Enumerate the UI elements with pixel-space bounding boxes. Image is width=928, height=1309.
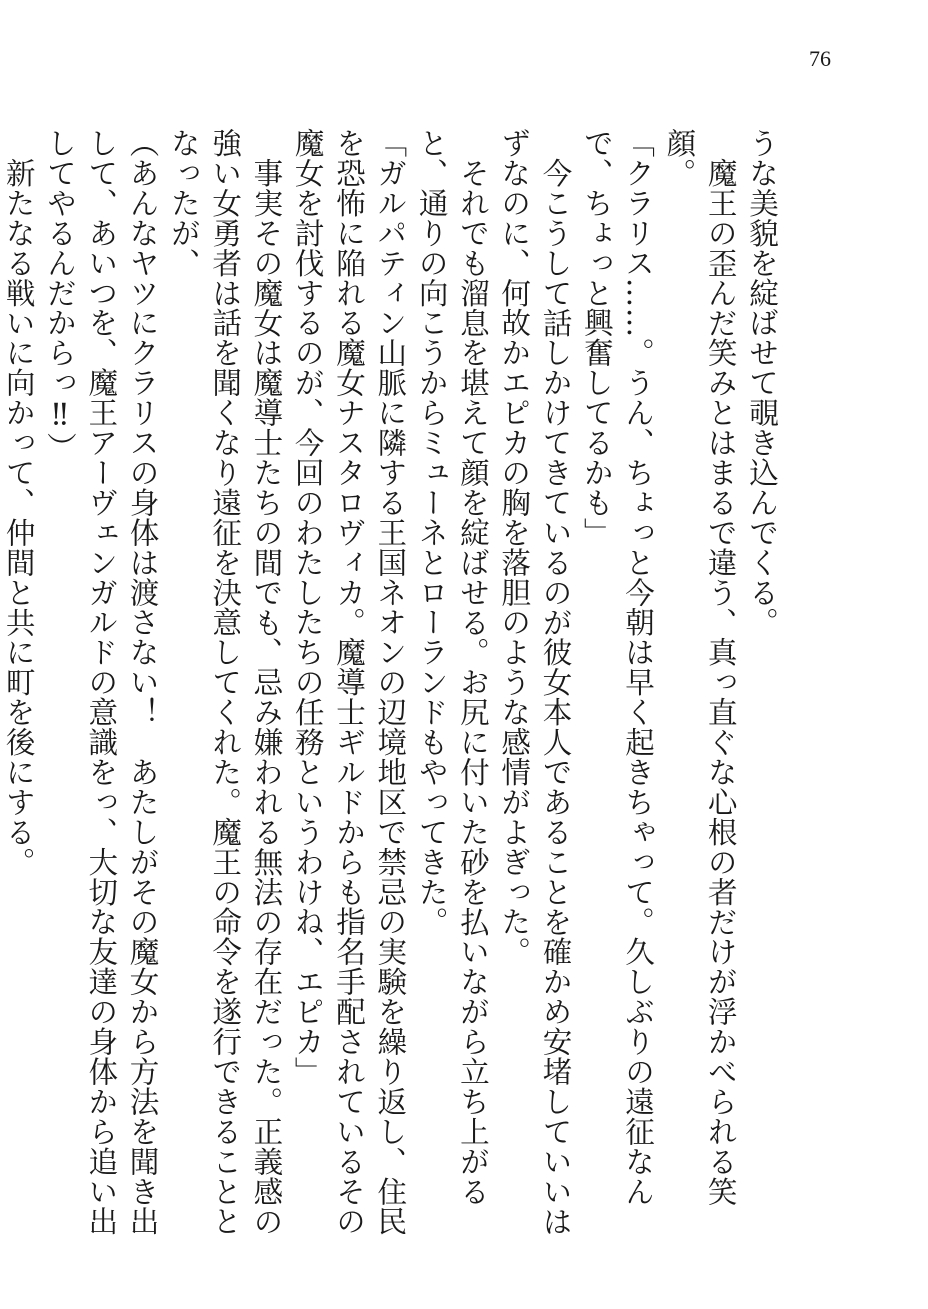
vertical-body-text bbox=[1, 128, 782, 1238]
paragraph-3-dialogue: 「クラリス……。うん、ちょっと今朝は早く起きちゃって。久しぶりの遠征なんで、ちょっと興奮してるかも」 bbox=[579, 128, 656, 1207]
paragraph-7: 事実その魔女は魔導士たちの間でも、忌み嫌われる無法の存在だった。正義感の強い女勇者は話を聞くなり遠征を決意してくれた。魔王の命令を遂行できることとなったが、 bbox=[166, 128, 284, 1237]
paragraph-1: うな美貌を綻ばせて覗き込んでくる。 bbox=[745, 128, 779, 638]
paragraph-8-inner-thought: （あんなヤツにクラリスの身体は渡さない！ あたしがその魔女から方法を聞き出して、あいつを、魔王アーヴェンガルドの意識をっ、大切な友達の身体から追い出してやるんだからっ‼） bbox=[42, 128, 160, 1237]
paragraph-2: 魔王の歪んだ笑みとはまるで違う、真っ直ぐな心根の者だけが浮かべられる笑顔。 bbox=[662, 128, 738, 1206]
paragraph-4: 今こうして話しかけてきているのが彼女本人であることを確かめ安堵していいはずなのに、何故かエピカの胸を落胆のような感情がよぎった。 bbox=[497, 128, 573, 1236]
paragraph-6-dialogue: 「ガルパティン山脈に隣する王国ネオンの辺境地区で禁忌の実験を繰り返し、住民を恐怖に陥れる魔女ナスタロヴィカ。魔導士ギルドからも指名手配されているその魔女を討伐するのが、今回のわたしたちの任務というわけね、エピカ」 bbox=[290, 128, 408, 1237]
paragraph-5: それでも溜息を堪えて顔を綻ばせる。お尻に付いた砂を払いながら立ち上がると、通りの向こうからミューネとローランドもやってきた。 bbox=[414, 128, 490, 1206]
page-number: 76 bbox=[809, 46, 831, 71]
paragraph-9: 新たなる戦いに向かって、仲間と共に町を後にする。 bbox=[1, 157, 36, 877]
